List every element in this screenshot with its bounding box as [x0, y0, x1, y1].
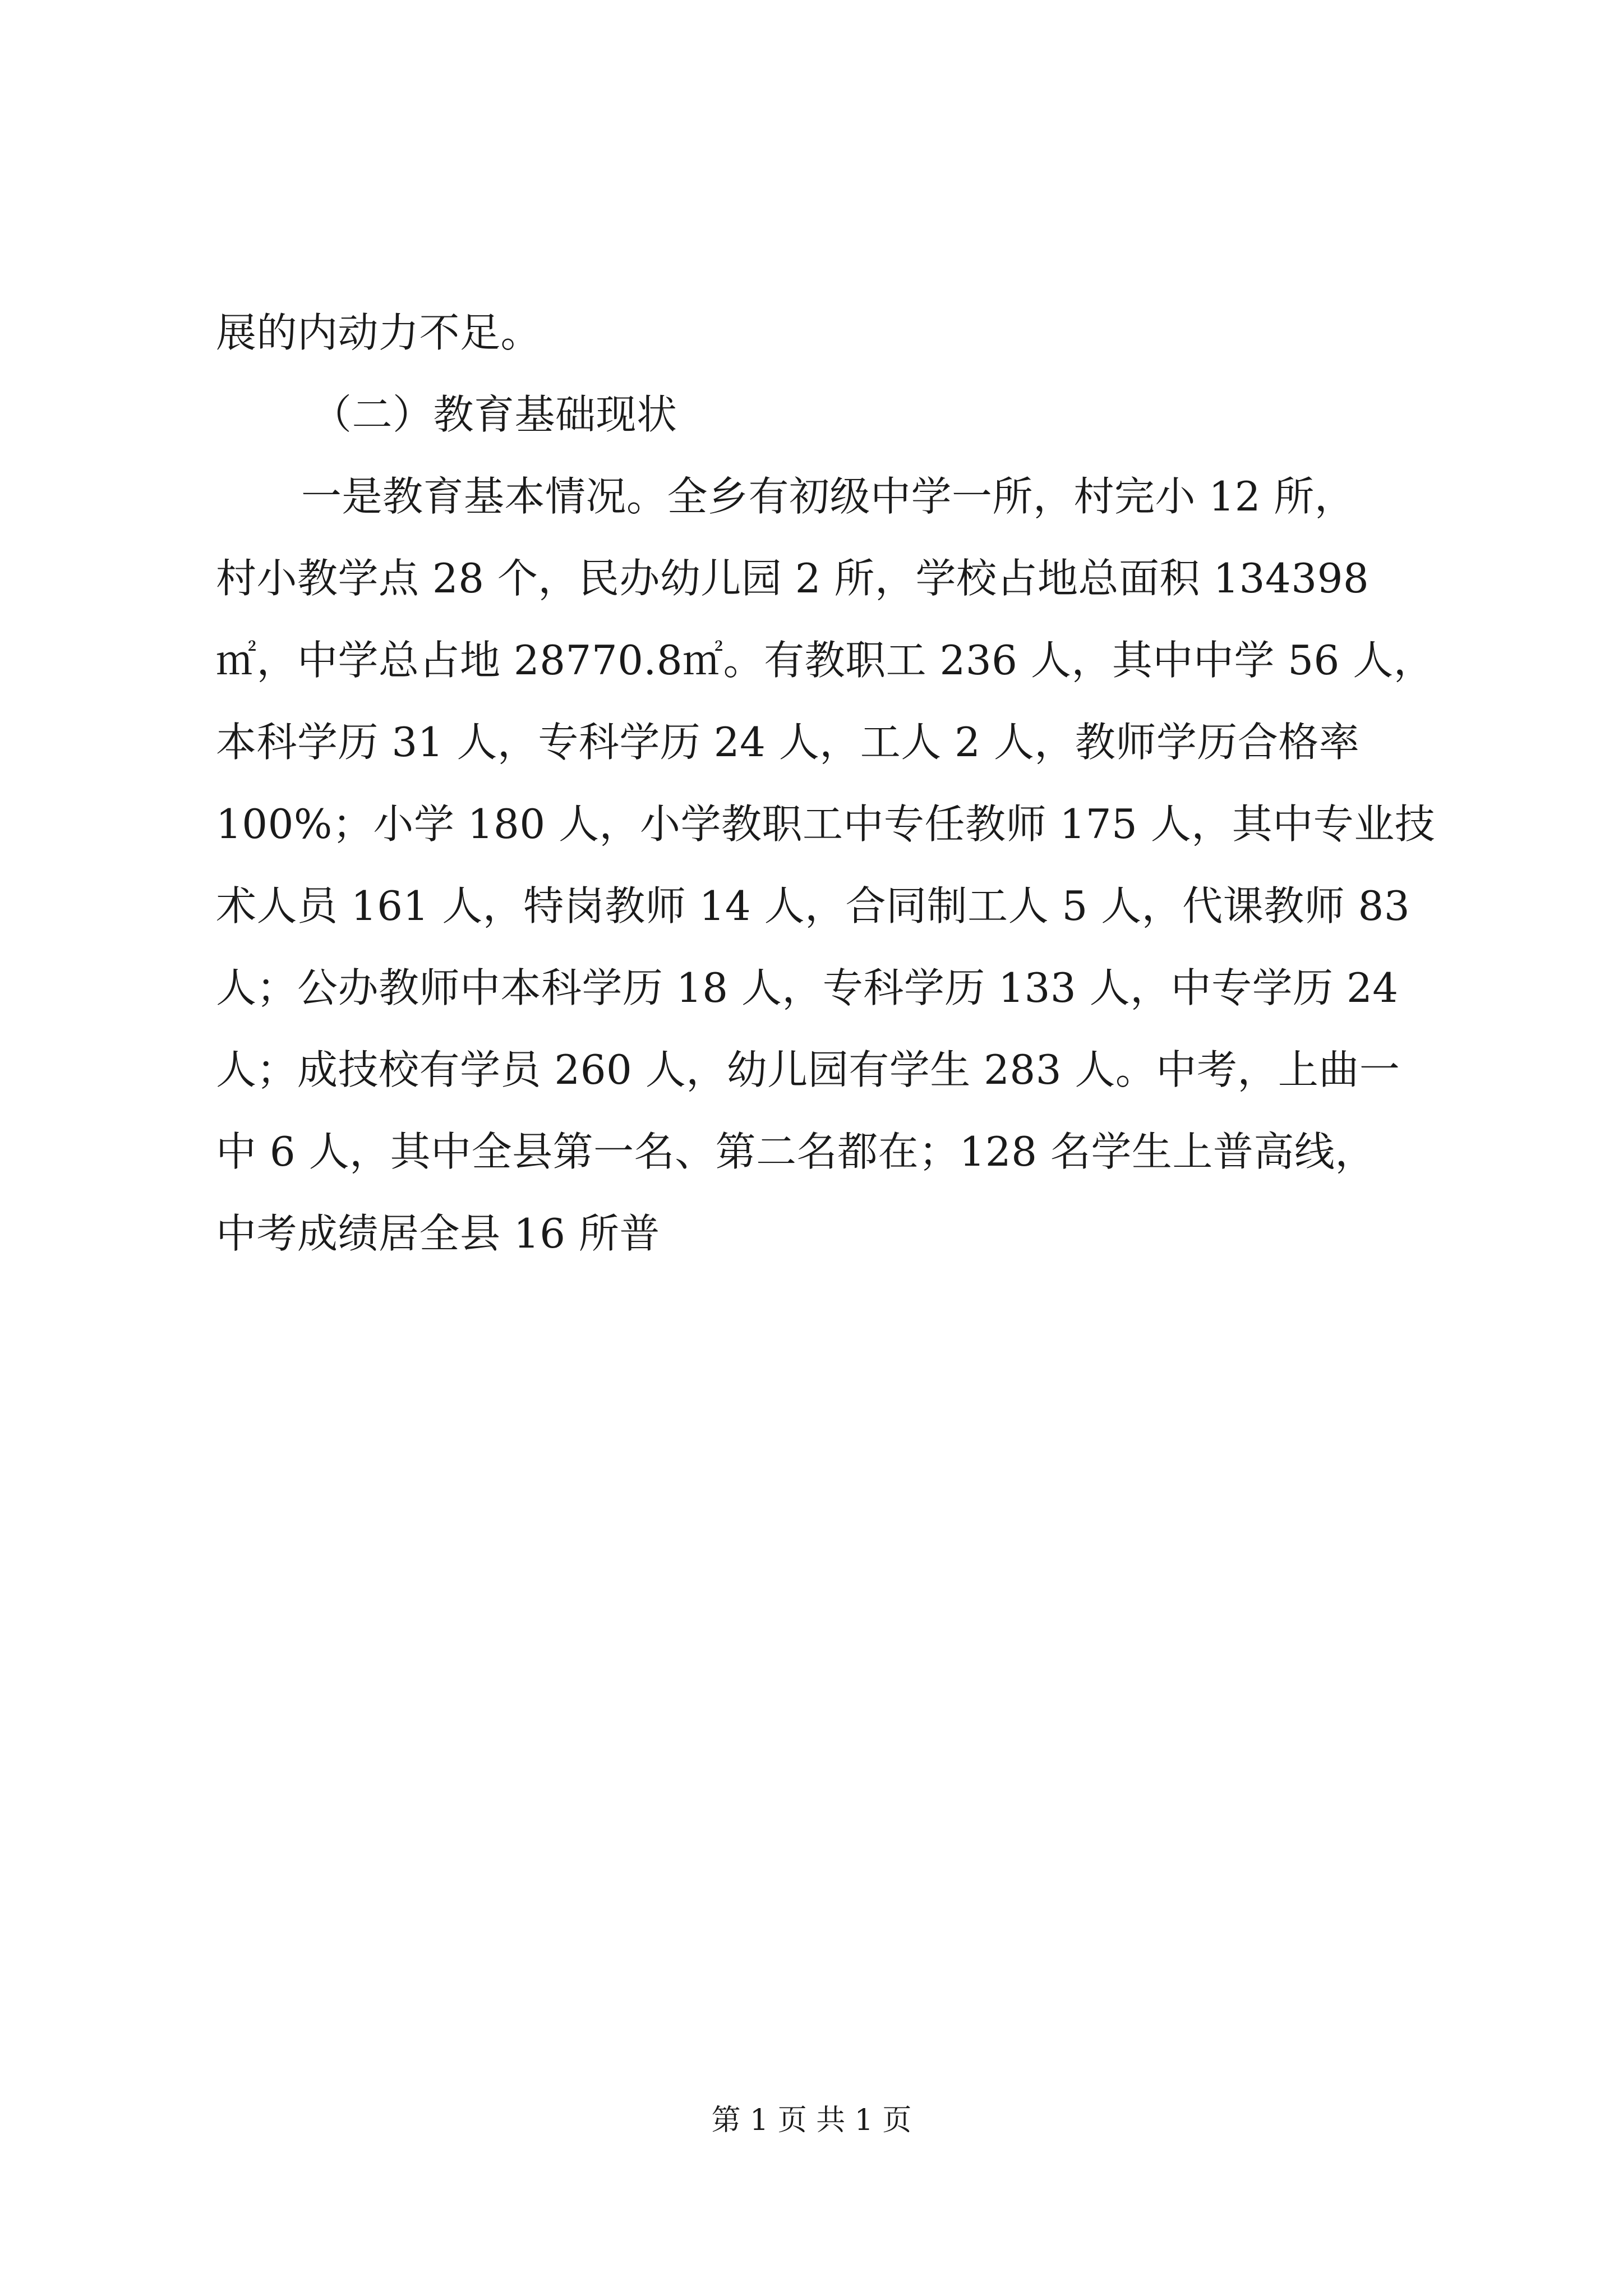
text-line: ㎡，中学总占地 28770.8㎡。有教职工 236 人，其中中学 56 人，	[216, 637, 1435, 684]
text-line: 术人员 161 人，特岗教师 14 人，合同制工人 5 人，代课教师 83	[216, 882, 1410, 930]
text-line: 人；公办教师中本科学历 18 人，专科学历 133 人，中专学历 24	[216, 964, 1399, 1011]
text-line: 展的内动力不足。	[216, 309, 542, 356]
text-line: 村小教学点 28 个，民办幼儿园 2 所，学校占地总面积 134398	[216, 555, 1370, 602]
page-footer	[0, 2098, 1623, 2143]
text-line: 100%；小学 180 人，小学教职工中专任教师 175 人，其中专业技	[216, 800, 1436, 848]
text-line: 中 6 人，其中全县第一名、第二名都在；128 名学生上普高线，	[216, 1128, 1376, 1175]
text-line: 本科学历 31 人，专科学历 24 人，工人 2 人，教师学历合格率	[216, 719, 1360, 766]
text-line: 人；成技校有学员 260 人，幼儿园有学生 283 人。中考，上曲一	[216, 1046, 1400, 1093]
page-number-label: 第 1 页 共 1 页	[711, 2104, 912, 2137]
text-line: 中考成绩居全县 16 所普	[216, 1210, 660, 1257]
text-line: 一是教育基本情况。全乡有初级中学一所，村完小 12 所，	[301, 473, 1355, 520]
section-heading: （二）教育基础现状	[311, 391, 677, 438]
body-text	[216, 292, 1467, 1274]
